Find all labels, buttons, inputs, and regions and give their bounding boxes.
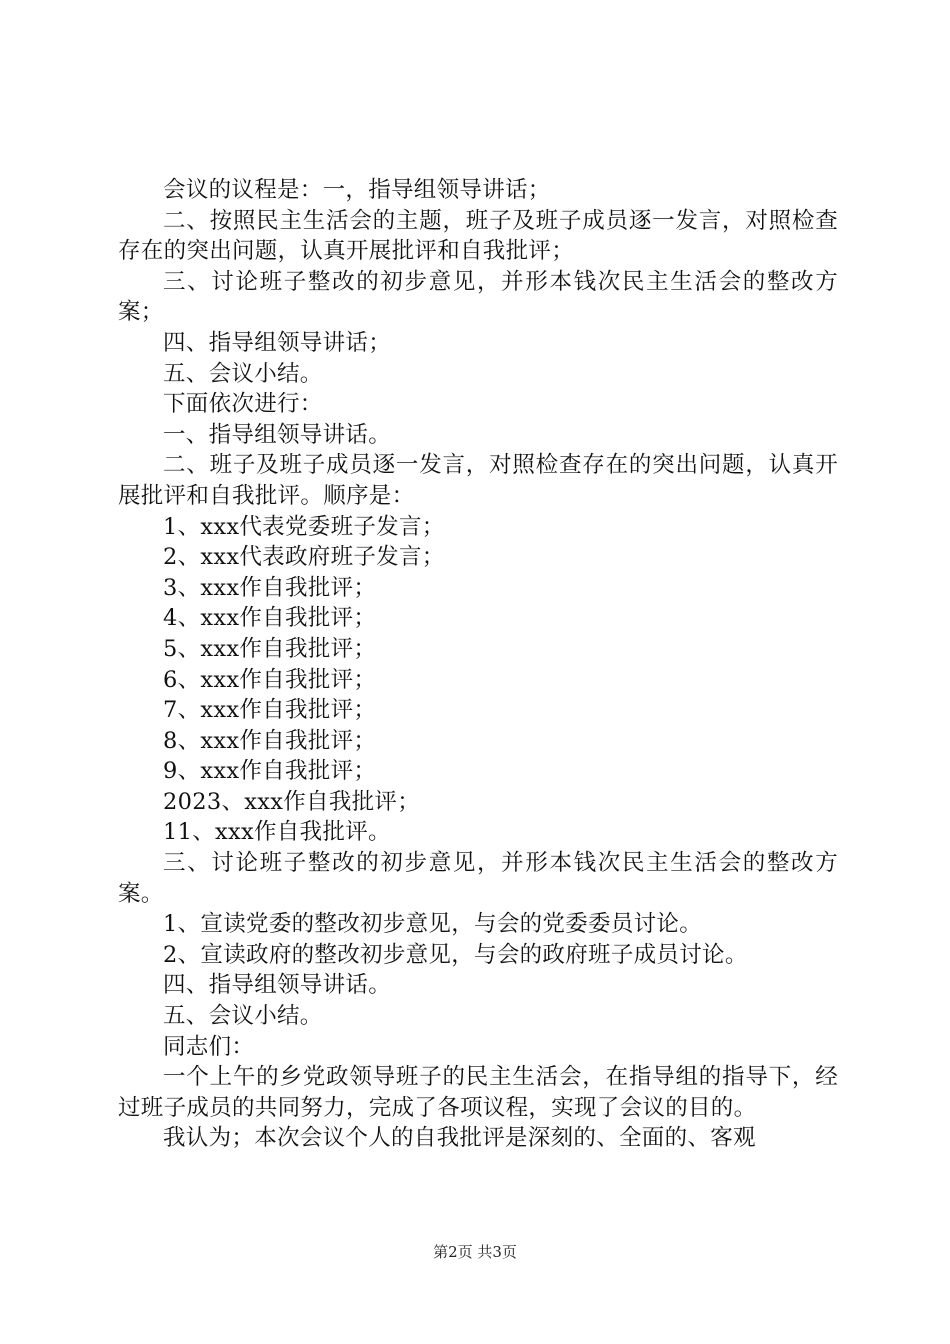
list-item: 8、xxx作自我批评； [163, 727, 377, 754]
paragraph: 二、班子及班子成员逐一发言，对照检查存在的突出问题，认真开展批评和自我批评。顺序是： [118, 452, 838, 509]
list-item: 7、xxx作自我批评； [163, 697, 377, 724]
paragraph: 我认为；本次会议个人的自我批评是深刻的、全面的、客观 [163, 1125, 756, 1152]
paragraph: 一、指导组领导讲话。 [163, 421, 392, 448]
paragraph: 五、会议小结。 [163, 360, 323, 387]
list-item: 2、宣读政府的整改初步意见，与会的政府班子成员讨论。 [163, 941, 748, 968]
list-item: 1、宣读党委的整改初步意见，与会的党委委员讨论。 [163, 911, 703, 938]
list-item: 1、xxx代表党委班子发言； [163, 513, 445, 540]
document-body [118, 175, 838, 1154]
salutation: 同志们： [163, 1033, 255, 1060]
list-item: 5、xxx作自我批评； [163, 635, 377, 662]
list-item: 2023、xxx作自我批评； [163, 788, 421, 815]
list-item: 6、xxx作自我批评； [163, 666, 377, 693]
list-item: 11、xxx作自我批评。 [163, 819, 391, 846]
paragraph: 三、讨论班子整改的初步意见，并形本钱次民主生活会的整改方案； [118, 268, 838, 326]
paragraph: 五、会议小结。 [163, 1003, 323, 1030]
paragraph: 三、讨论班子整改的初步意见，并形本钱次民主生活会的整改方案。 [118, 850, 838, 907]
list-item: 3、xxx作自我批评； [163, 574, 377, 601]
page-number-footer: 第2页 共3页 [433, 1243, 517, 1261]
list-item: 2、xxx代表政府班子发言； [163, 544, 445, 571]
paragraph: 四、指导组领导讲话。 [163, 972, 392, 999]
paragraph: 一个上午的乡党政领导班子的民主生活会，在指导组的指导下，经过班子成员的共同努力，完成了各项议程，实现了会议的目的。 [118, 1064, 838, 1121]
paragraph: 下面依次进行： [163, 391, 323, 418]
paragraph: 二、按照民主生活会的主题，班子及班子成员逐一发言，对照检查存在的突出问题，认真开展批评和自我批评； [118, 207, 838, 265]
paragraph: 会议的议程是：一，指导组领导讲话； [163, 177, 551, 203]
list-item: 9、xxx作自我批评； [163, 758, 377, 785]
list-item: 4、xxx作自我批评； [163, 605, 377, 632]
paragraph: 四、指导组领导讲话； [163, 329, 392, 356]
